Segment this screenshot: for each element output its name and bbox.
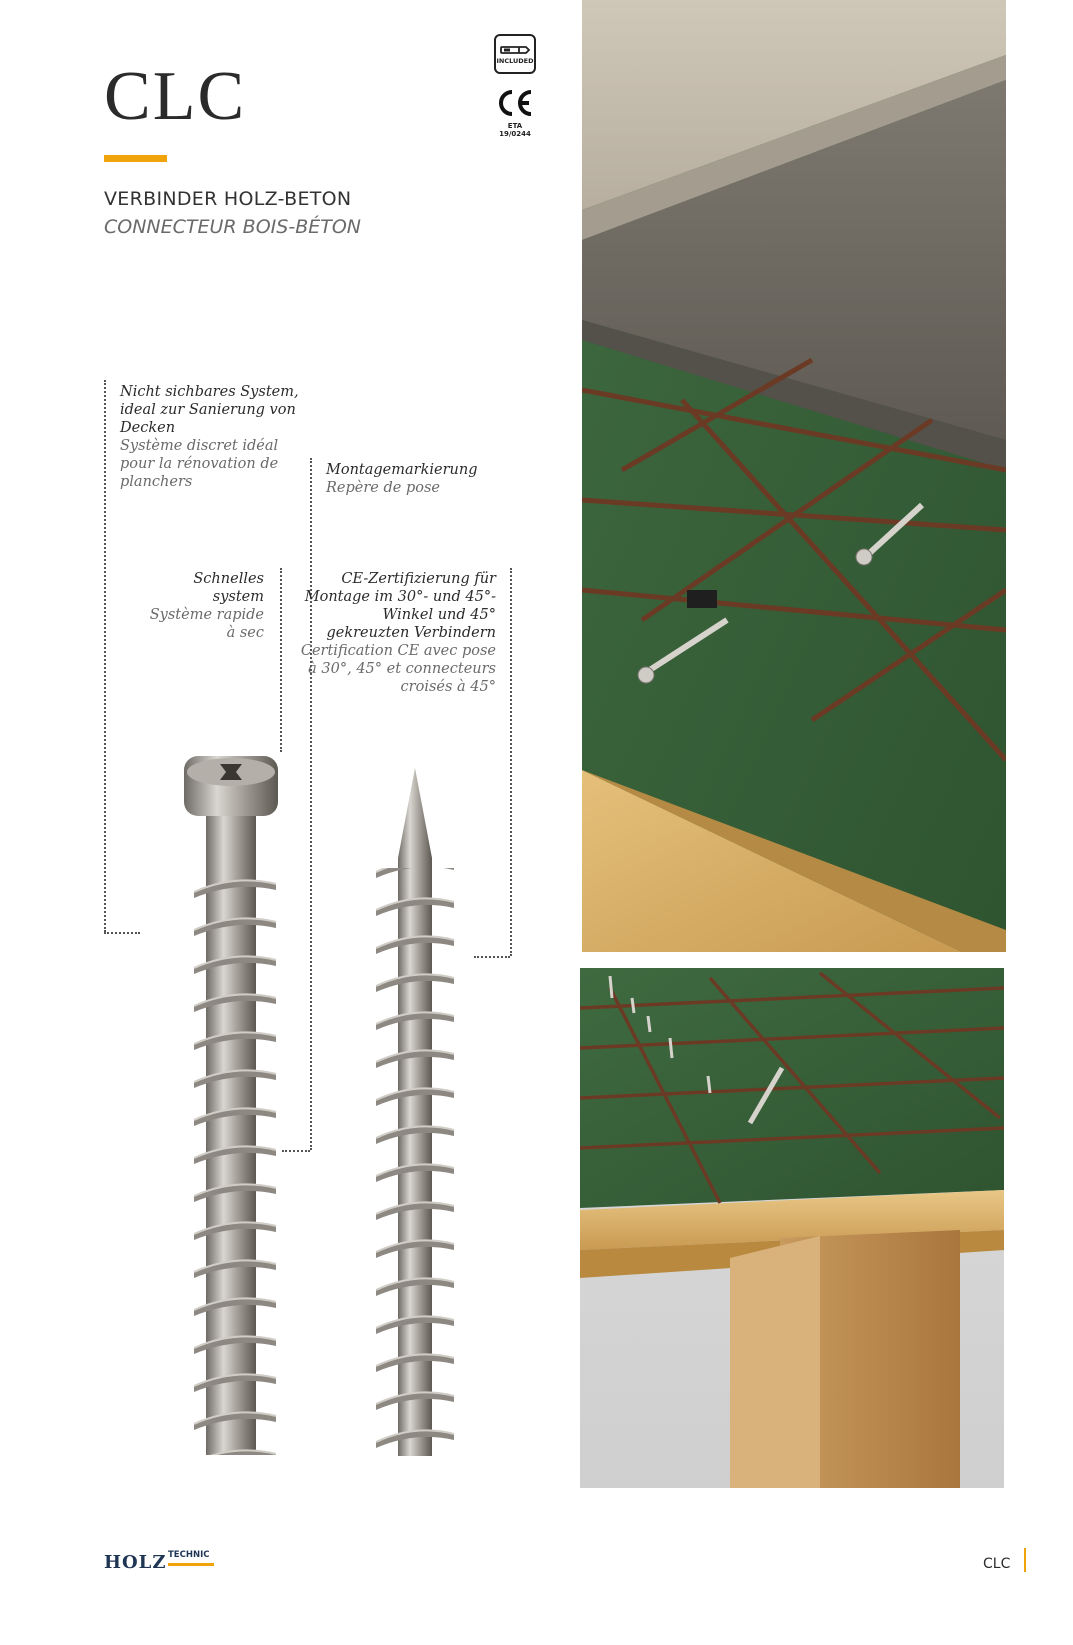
annotation-installation-mark xyxy=(326,461,526,497)
annotation-text-fr: Système rapide à sec xyxy=(149,607,264,641)
annotation-leader-line xyxy=(310,458,312,1150)
construction-photo-bottom xyxy=(580,968,1004,1488)
annotation-ce-certification xyxy=(296,570,496,696)
annotation-leader-line xyxy=(474,956,510,958)
screw-tip-image xyxy=(370,768,460,1456)
screw-head-image xyxy=(180,750,290,1455)
brand-logo-sub: TECHNIC xyxy=(168,1550,210,1560)
page-footer-label: CLC xyxy=(983,1556,1011,1572)
annotation-text-fr: Repère de pose xyxy=(326,480,440,496)
subtitle-fr: CONNECTEUR BOIS-BÉTON xyxy=(104,216,362,238)
annotation-text-de: Nicht sichbares System, ideal zur Sanierung von Decken xyxy=(120,384,299,436)
annotation-fast-system xyxy=(140,570,264,642)
subtitle-de: VERBINDER HOLZ-BETON xyxy=(104,188,352,210)
annotation-text-de: Schnelles system xyxy=(193,571,264,605)
annotation-leader-line xyxy=(104,380,106,932)
screwdriver-bit-icon xyxy=(500,44,530,56)
annotation-text-de: CE-Zertifizierung für Montage im 30°- und 45°-Winkel und 45° gekreuzten Verbindern xyxy=(304,571,496,641)
annotation-text-de: Montagemarkierung xyxy=(326,462,478,478)
brand-logo: HOLZ xyxy=(104,1552,167,1573)
ce-logo-icon xyxy=(495,88,535,118)
annotation-invisible-system xyxy=(120,383,300,491)
bit-included-badge xyxy=(494,34,536,74)
annotation-leader-line xyxy=(104,932,140,934)
annotation-text-fr: Système discret idéal pour la rénovation de planchers xyxy=(120,438,279,490)
bit-included-label: INCLUDED xyxy=(496,56,534,65)
page-title: CLC xyxy=(104,58,247,135)
page-footer-bar xyxy=(1024,1548,1026,1572)
annotation-leader-line xyxy=(280,568,282,752)
annotation-text-fr: Certification CE avec pose à 30°, 45° et connecteurs croisés à 45° xyxy=(300,643,496,695)
brand-accent-bar xyxy=(168,1563,214,1566)
title-accent-bar xyxy=(104,155,167,162)
ce-mark xyxy=(494,88,536,138)
eta-label: ETA 19/0244 xyxy=(499,122,531,138)
construction-photo-top xyxy=(582,0,1006,952)
annotation-leader-line xyxy=(510,568,512,956)
